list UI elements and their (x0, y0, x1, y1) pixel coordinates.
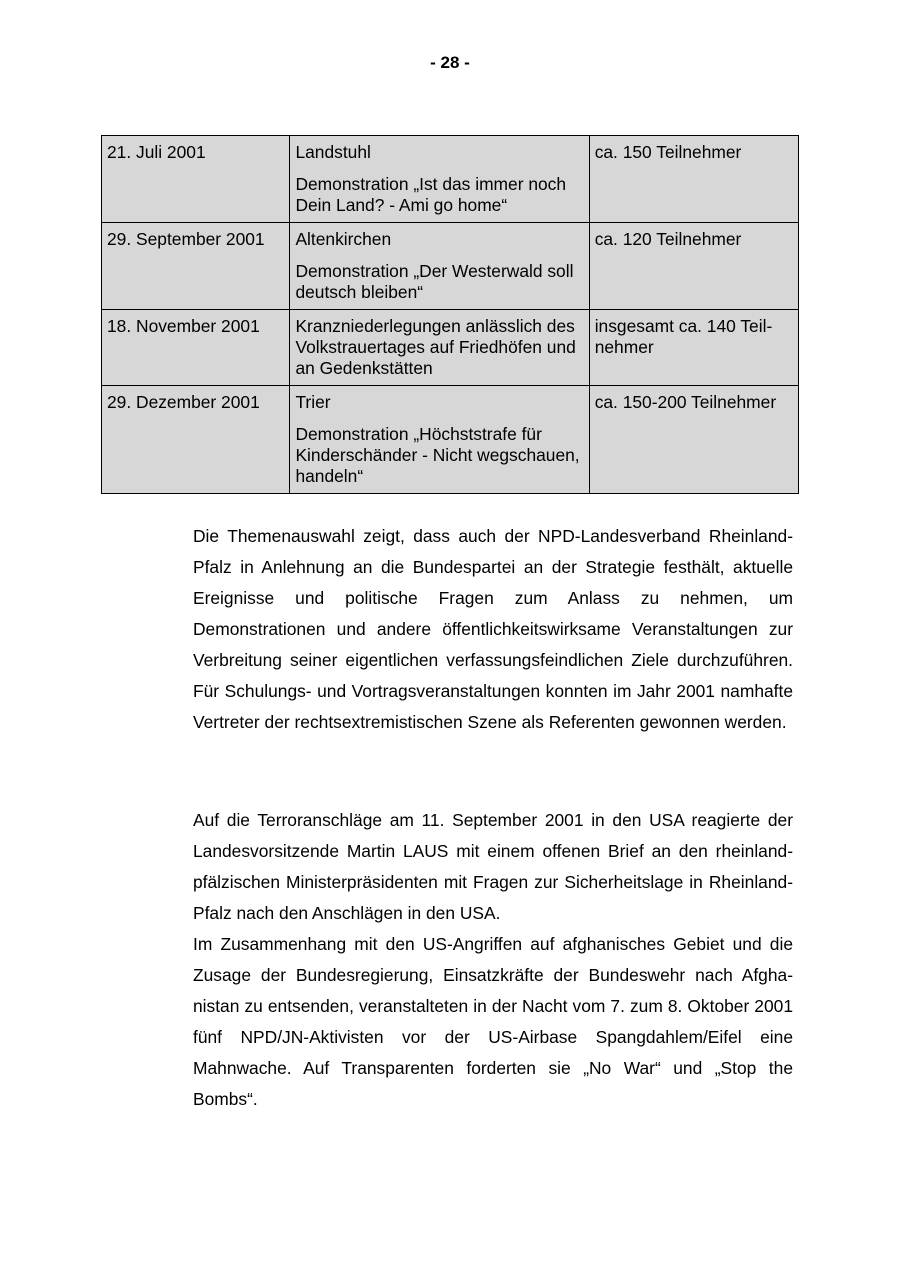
event-description: Demonstration „Höchststrafe für Kinderschänder - Nicht wegschauen, handeln“ (295, 424, 580, 486)
event-description: Demonstration „Ist das immer noch Dein Land? - Ami go home“ (295, 174, 567, 215)
event-description: Demonstration „Der Westerwald soll deutsch bleiben“ (295, 261, 574, 302)
body-paragraph: Im Zusammenhang mit den US-Angriffen auf afghanisches Gebiet und die Zusage der Bundesregierung, Einsatzkräfte der Bundeswehr nach Afghanistan zu entsenden, veranstalteten in der Nacht vom 7. zum 8. Oktober 2001 fünf NPD/JN-Aktivisten vor der US-Airbase Spangdahlem/Eifel eine Mahnwache. Auf Transparenten forderten sie „No War“ und „Stop the Bombs“. (193, 934, 793, 1109)
event-place: Altenkirchen (295, 229, 392, 249)
event-date: 29. Dezember 2001 (102, 386, 290, 494)
table-row (102, 136, 799, 223)
event-date: 29. September 2001 (102, 223, 290, 310)
body-paragraph: Auf die Terroranschläge am 11. September 2001 in den USA reagierte der Landesvorsitzende Martin LAUS mit einem offenen Brief an den rheinland-pfälzischen Ministerpräsidenten mit Fragen zur Sicherheitslage in Rheinland-Pfalz nach den Anschlägen in den USA. (193, 810, 793, 923)
table-row (102, 223, 799, 310)
event-participants: ca. 120 Teilnehmer (589, 223, 798, 310)
table-row (102, 386, 799, 494)
event-cell (290, 310, 589, 386)
body-paragraph: Die Themenauswahl zeigt, dass auch der NPD-Landesverband Rheinland-Pfalz in Anlehnung an die Bundespartei an der Strategie festhält, aktuelle Ereignisse und politische Fragen zum Anlass zu nehmen, um Demonstrationen und andere öffentlichkeitswirksame Veranstaltungen zur Verbreitung seiner eigentlichen verfassungsfeindlichen Ziele durchzuführen. Für Schulungs- und Vortragsveranstaltungen konnten im Jahr 2001 namhafte Vertreter der rechtsextremistischen Szene als Referenten gewonnen werden. (193, 526, 793, 732)
event-participants: ca. 150 Teilnehmer (589, 136, 798, 223)
event-cell (290, 136, 589, 223)
event-date: 21. Juli 2001 (102, 136, 290, 223)
event-participants: ca. 150-200 Teilnehmer (589, 386, 798, 494)
events-table (101, 135, 799, 494)
event-date: 18. November 2001 (102, 310, 290, 386)
page-number: - 28 - (430, 53, 470, 72)
event-place: Landstuhl (295, 142, 371, 162)
event-cell (290, 223, 589, 310)
event-place: Trier (295, 392, 331, 412)
event-cell (290, 386, 589, 494)
table-row (102, 310, 799, 386)
event-participants: insgesamt ca. 140 Teilnehmer (589, 310, 798, 386)
event-description: Kranzniederlegungen anlässlich des Volkstrauertages auf Friedhöfen und an Gedenkstätten (295, 316, 576, 378)
